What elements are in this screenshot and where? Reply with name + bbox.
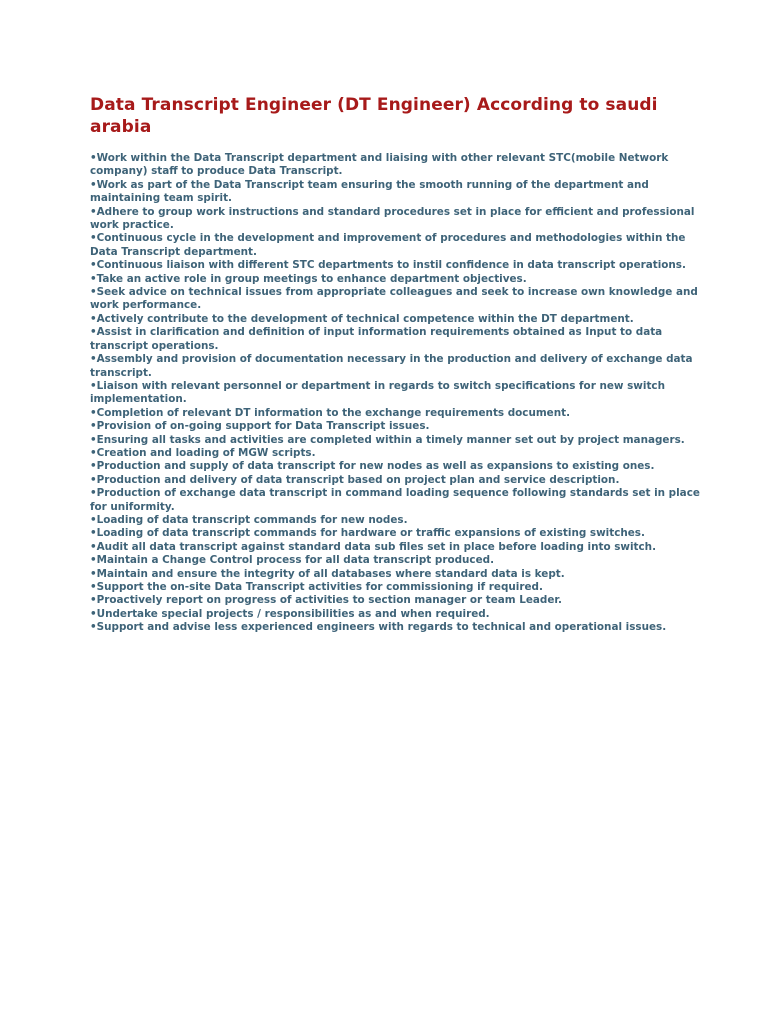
list-item: •Maintain and ensure the integrity of all databases where standard data is kept. <box>90 567 565 580</box>
list-item: •Proactively report on progress of activities to section manager or team Leader. <box>90 594 562 607</box>
list-item: •Maintain a Change Control process for all data transcript produced. <box>90 554 495 567</box>
list-item: •Production and supply of data transcript for new nodes as well as expansions to existing ones. <box>90 460 655 473</box>
list-item: •Work within the Data Transcript department and liaising with other relevant STC(mobile Network company) staff to produce Data Transcript. <box>90 152 669 178</box>
list-item: •Continuous liaison with different STC departments to instil confidence in data transcript operations. <box>90 259 686 272</box>
page-title: Data Transcript Engineer (DT Engineer) According to saudi arabia <box>90 95 658 137</box>
list-item: •Production of exchange data transcript in command loading sequence following standards set in place for uniformity. <box>90 487 700 513</box>
list-item: •Actively contribute to the development of technical competence within the DT department. <box>90 312 634 325</box>
list-item: •Liaison with relevant personnel or department in regards to switch specifications for new switch implementation. <box>90 379 665 406</box>
list-item: •Provision of on-going support for Data Transcript issues. <box>90 420 430 433</box>
list-item: •Support the on-site Data Transcript activities for commissioning if required. <box>90 581 543 593</box>
list-item: •Audit all data transcript against standard data sub files set in place before loading into switch. <box>90 540 657 553</box>
list-item: •Work as part of the Data Transcript team ensuring the smooth running of the department and maintaining team spirit. <box>90 178 649 205</box>
list-item: •Support and advise less experienced engineers with regards to technical and operational issues. <box>90 621 667 634</box>
list-item: •Ensuring all tasks and activities are completed within a timely manner set out by project managers. <box>90 433 685 446</box>
list-item: •Take an active role in group meetings to enhance department objectives. <box>90 272 527 285</box>
list-item: •Continuous cycle in the development and improvement of procedures and methodologies within the Data Transcript department. <box>90 232 686 258</box>
list-item: •Seek advice on technical issues from appropriate colleagues and seek to increase own knowledge and work performance. <box>90 286 698 312</box>
list-item: •Production and delivery of data transcript based on project plan and service description. <box>90 473 620 486</box>
list-item: •Loading of data transcript commands for hardware or traffic expansions of existing switches. <box>90 527 645 540</box>
list-item: •Creation and loading of MGW scripts. <box>90 446 316 459</box>
list-item: •Completion of relevant DT information to the exchange requirements document. <box>90 406 571 419</box>
list-item: •Loading of data transcript commands for new nodes. <box>90 513 408 526</box>
list-item: •Assembly and provision of documentation necessary in the production and delivery of exchange data transcript. <box>90 353 693 379</box>
responsibilities-list <box>90 152 708 635</box>
list-item: •Assist in clarification and definition of input information requirements obtained as Input to data transcript operations. <box>90 326 663 352</box>
list-item: •Adhere to group work instructions and standard procedures set in place for efficient and professional work practice. <box>90 205 695 232</box>
list-item: •Undertake special projects / responsibilities as and when required. <box>90 607 490 620</box>
